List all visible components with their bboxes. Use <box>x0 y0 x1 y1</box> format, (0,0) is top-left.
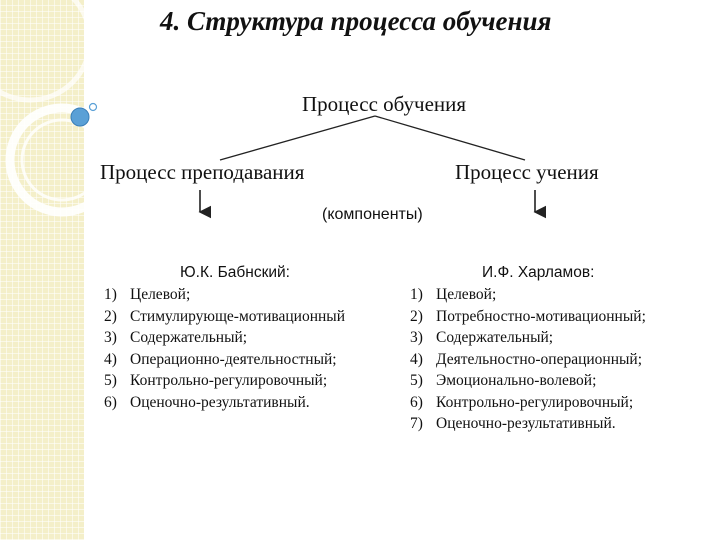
list-item-number: 2) <box>104 307 117 325</box>
list-item <box>410 284 646 306</box>
list-item-number: 1) <box>104 286 117 303</box>
list-item-number: 5) <box>104 372 117 389</box>
list-item-number: 7) <box>410 415 423 432</box>
list-item-text: Контрольно-регулировочный; <box>130 372 328 389</box>
list-item <box>410 413 646 435</box>
components-label: (компоненты) <box>322 206 423 223</box>
list-item <box>410 370 646 392</box>
list-item <box>410 392 646 414</box>
list-item-number: 4) <box>104 350 117 368</box>
list-item-text: Потребностно-мотивационный; <box>436 307 646 325</box>
decorative-circles <box>0 0 140 260</box>
right-author: И.Ф. Харламов: <box>482 264 595 281</box>
list-item-text: Целевой; <box>130 286 191 303</box>
slide-title: 4. Структура процесса обучения <box>160 6 552 36</box>
list-item <box>410 327 646 349</box>
blue-dot <box>71 108 89 126</box>
list-item-number: 4) <box>410 350 423 368</box>
list-item <box>410 306 646 328</box>
branch-line-right <box>375 116 525 160</box>
list-item-text: Оценочно-результативный. <box>436 415 616 432</box>
list-item-text: Целевой; <box>436 286 497 303</box>
list-item-text: Стимулирующе-мотивационный <box>130 307 346 325</box>
list-item-number: 2) <box>410 307 423 325</box>
list-item-number: 5) <box>410 372 423 389</box>
list-item <box>104 370 345 392</box>
list-item <box>410 349 646 371</box>
list-item-number: 3) <box>104 329 117 346</box>
left-node: Процесс преподавания <box>100 160 305 184</box>
list-item-text: Содержательный; <box>130 329 248 346</box>
root-node: Процесс обучения <box>302 92 467 116</box>
right-node: Процесс учения <box>455 160 599 184</box>
list-item-number: 3) <box>410 329 423 346</box>
small-ring-dot <box>90 104 97 111</box>
right-components-list <box>410 284 646 435</box>
list-item <box>104 327 345 349</box>
list-item-text: Эмоционально-волевой; <box>436 372 597 389</box>
list-item-number: 1) <box>410 286 423 303</box>
list-item <box>104 349 345 371</box>
list-item-text: Операционно-деятельностный; <box>130 350 337 368</box>
list-item <box>104 392 345 414</box>
list-item-number: 6) <box>410 393 423 411</box>
list-item-number: 6) <box>104 393 117 411</box>
list-item-text: Контрольно-регулировочный; <box>436 393 634 411</box>
list-item-text: Деятельностно-операционный; <box>436 350 643 368</box>
list-item <box>104 284 345 306</box>
list-item-text: Содержательный; <box>436 329 554 346</box>
list-item <box>104 306 345 328</box>
list-item-text: Оценочно-результативный. <box>130 393 310 411</box>
left-components-list <box>104 284 345 413</box>
left-author: Ю.К. Бабнский: <box>180 264 290 281</box>
branch-line-left <box>220 116 375 160</box>
